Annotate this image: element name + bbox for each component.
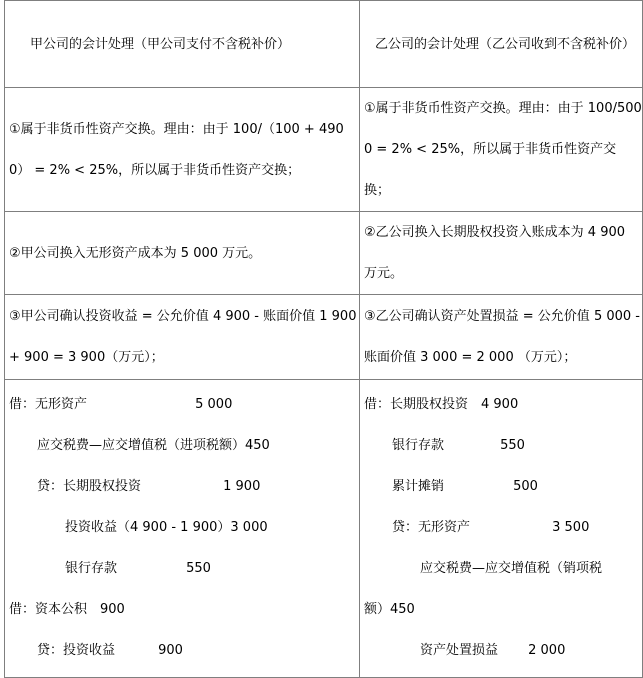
entry-line: 累计摊销 500 — [392, 479, 538, 494]
header-left-text: 甲公司的会计处理（甲公司支付不含税补价） — [30, 36, 291, 52]
entry-line: 应交税费—应交增值税（进项税额）450 — [37, 438, 270, 453]
header-right-text: 乙公司的会计处理（乙公司收到不含税补价） — [375, 36, 636, 52]
row-gain-loss — [5, 295, 643, 380]
row2-left-text: ②甲公司换入无形资产成本为 5 000 万元。 — [9, 245, 262, 261]
entry-line: 贷：长期股权投资 1 900 — [37, 479, 261, 494]
row3-right-cell — [360, 295, 643, 380]
row2-right-text: ②乙公司换入长期股权投资入账成本为 4 900 万元。 — [364, 225, 626, 281]
row3-left-text: ③甲公司确认投资收益 = 公允价值 4 900 - 账面价值 1 900 + 900 = 3 900（万元）； — [9, 309, 357, 365]
entry-line: 投资收益（4 900 - 1 900）3 000 — [65, 520, 268, 535]
row1-left-cell — [5, 88, 360, 212]
row3-left-cell — [5, 295, 360, 380]
row2-left-cell — [5, 212, 360, 295]
row1-right-cell — [360, 88, 643, 212]
entry-line: 银行存款 550 — [65, 561, 211, 576]
row-exchange-type — [5, 88, 643, 212]
row-asset-cost — [5, 212, 643, 295]
header-right-cell — [360, 1, 643, 88]
header-left-cell — [5, 1, 360, 88]
accounting-table — [4, 0, 643, 678]
entry-line: 应交税费—应交增值税（销项税 — [420, 561, 603, 576]
entry-line: 贷：投资收益 900 — [37, 643, 183, 658]
row3-right-text: ③乙公司确认资产处置损益 = 公允价值 5 000 - 账面价值 3 000 = 2 000 （万元）； — [364, 309, 640, 365]
row1-right-text: ①属于非货币性资产交换。理由：由于 100/5000 = 2% < 25%，所以属于非货币性资产交换； — [364, 101, 642, 198]
entry-line: 借：资本公积 900 — [9, 602, 125, 617]
row-journal-entries — [5, 380, 643, 678]
entry-line: 资产处置损益 2 000 — [420, 643, 566, 658]
entry-line: 额）450 — [364, 602, 415, 617]
row1-left-text: ①属于非货币性资产交换。理由：由于 100/（100 + 4900） = 2% < 25%，所以属于非货币性资产交换； — [9, 121, 344, 178]
entries-left-cell — [5, 380, 360, 678]
entry-line: 借：无形资产 5 000 — [9, 397, 233, 412]
entry-line: 银行存款 550 — [392, 438, 525, 453]
entry-line: 借：长期股权投资 4 900 — [364, 397, 519, 412]
header-row — [5, 1, 643, 88]
row2-right-cell — [360, 212, 643, 295]
entry-line: 贷：无形资产 3 500 — [392, 520, 590, 535]
entries-right-cell — [360, 380, 643, 678]
